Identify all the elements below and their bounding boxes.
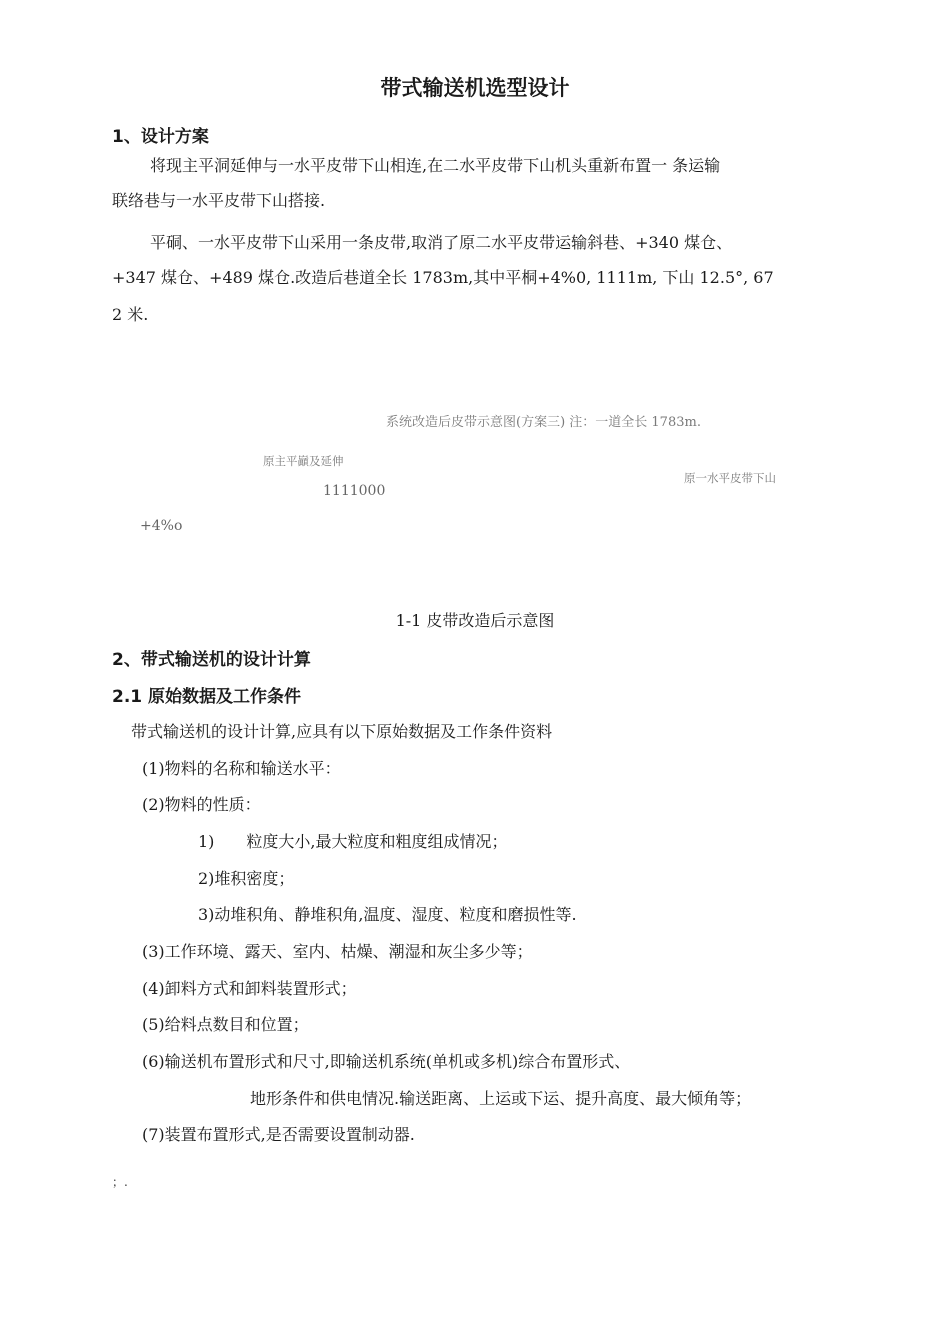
para-1-line-2: 联络巷与一水平皮带下山搭接. — [112, 191, 326, 210]
section-2-heading: 2、带式输送机的设计计算 — [112, 650, 311, 670]
list-item: (7)装置布置形式,是否需要设置制动器. — [142, 1125, 415, 1144]
para-2-line-1: 平硐、一水平皮带下山采用一条皮带,取消了原二水平皮带运输斜巷、+340 煤仓、 — [150, 233, 733, 252]
section-2-1-heading: 2.1 原始数据及工作条件 — [112, 687, 302, 707]
list-item: (5)给料点数目和位置； — [142, 1015, 309, 1034]
figure-label-slope: +4%o — [140, 518, 183, 534]
figure-top-caption: 系统改造后皮带示意图(方案三) 注：一道全长 1783m. — [386, 415, 701, 430]
section-1-heading: 1、设计方案 — [112, 127, 209, 147]
figure-label-main-tunnel: 原主平巓及延伸 — [263, 454, 344, 468]
list-item: (2)物料的性质： — [142, 795, 261, 814]
para-2-line-3: 2 米. — [112, 305, 149, 324]
list-item: (4)卸料方式和卸料装置形式； — [142, 979, 357, 998]
section-2-intro: 带式输送机的设计计算,应具有以下原始数据及工作条件资料 — [131, 722, 553, 741]
figure-label-number: 1111000 — [323, 483, 386, 499]
list-subitem: 3)动堆积角、静堆积角,温度、湿度、粒度和磨损性等. — [198, 905, 577, 924]
footer-mark: ；. — [112, 1175, 128, 1189]
list-item: (1)物料的名称和输送水平： — [142, 759, 341, 778]
list-subitem: 1) 粒度大小,最大粒度和粗度组成情况； — [198, 832, 508, 851]
figure-caption: 1-1 皮带改造后示意图 — [395, 611, 555, 630]
para-2-line-2: +347 煤仓、+489 煤仓.改造后巷道全长 1783m,其中平桐+4%0, 1111m, 下山 12.5°, 67 — [112, 268, 774, 287]
figure-label-right: 原一水平皮带下山 — [684, 471, 776, 485]
list-item: (6)输送机布置形式和尺寸,即输送机系统(单机或多机)综合布置形式、 — [142, 1052, 631, 1071]
page-title: 带式输送机选型设计 — [380, 76, 570, 100]
list-item-continuation: 地形条件和供电情况.输送距离、上运或下运、提升高度、最大倾角等； — [250, 1089, 752, 1108]
list-subitem: 2)堆积密度； — [198, 869, 295, 888]
para-1-line-1: 将现主平洞延伸与一水平皮带下山相连,在二水平皮带下山机头重新布置一 条运输 — [150, 156, 721, 175]
list-item: (3)工作环境、露天、室内、枯燥、潮湿和灰尘多少等； — [142, 942, 533, 961]
